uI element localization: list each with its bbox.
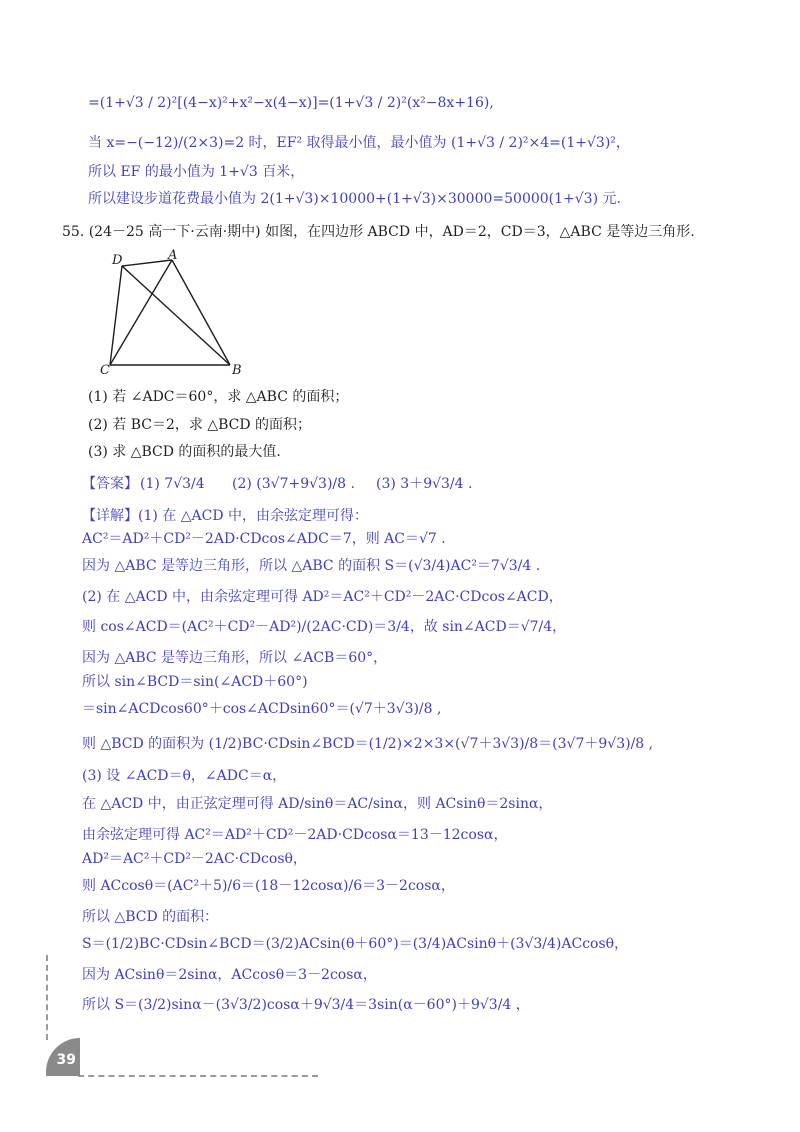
detail-line-4: (2) 在 △ACD 中，由余弦定理可得 AD²＝AC²＋CD²－2AC·CDcos∠ACD， <box>82 589 563 605</box>
answer-tag: 【答案】 <box>82 476 138 492</box>
edge-AB <box>172 260 230 365</box>
answer-1: (1) 7√3/4 <box>140 476 205 492</box>
answer-3: (3) 3＋9√3/4 . <box>376 476 473 492</box>
detail-line-6: 因为 △ABC 是等边三角形，所以 ∠ACB＝60°， <box>82 650 388 666</box>
prev-solution-line-3: 所以 EF 的最小值为 1+√3 百米， <box>88 164 305 180</box>
detail-line-15: 所以 △BCD 的面积： <box>82 909 219 925</box>
detail-line-14: 则 ACcosθ＝(AC²＋5)/6＝(18－12cosα)/6＝3－2cosα， <box>82 878 455 894</box>
page-number: 39 <box>46 1038 80 1076</box>
edge-DA <box>122 260 172 266</box>
vertex-label-B: B <box>232 363 242 376</box>
question-1: (1) 若 ∠ADC＝60°，求 △ABC 的面积； <box>88 389 349 405</box>
prev-solution-line-2: 当 x=−(−12)/(2×3)=2 时，EF² 取得最小值，最小值为 (1+√3 / 2)²×4=(1+√3)²， <box>88 135 630 151</box>
detail-line-18: 所以 S＝(3/2)sinα－(3√3/2)cosα＋9√3/4＝3sin(α－60°)＋9√3/4 ， <box>82 997 530 1013</box>
margin-dashed-line <box>46 955 48 1040</box>
vertex-label-A: A <box>168 248 178 263</box>
prev-solution-line-4: 所以建设步道花费最小值为 2(1+√3)×10000+(1+√3)×30000=50000(1+√3) 元. <box>88 191 621 207</box>
question-2: (2) 若 BC＝2，求 △BCD 的面积； <box>88 417 312 433</box>
answer-2: (2) (3√7+9√3)/8 . <box>232 476 355 492</box>
detail-line-7: 所以 sin∠BCD＝sin(∠ACD＋60°) <box>82 674 308 690</box>
question-3: (3) 求 △BCD 的面积的最大值. <box>88 444 281 460</box>
detail-line-16: S＝(1/2)BC·CDsin∠BCD＝(3/2)ACsin(θ＋60°)＝(3/4)ACsinθ＋(3√3/4)ACcosθ， <box>82 936 629 952</box>
detail-line-1: 【详解】(1) 在 △ACD 中，由余弦定理可得： <box>82 508 368 524</box>
detail-line-8: ＝sin∠ACDcos60°＋cos∠ACDsin60°＝(√7＋3√3)/8 , <box>82 701 442 717</box>
detail-line-10: (3) 设 ∠ACD＝θ，∠ADC＝α， <box>82 768 287 784</box>
detail-line-12: 由余弦定理可得 AC²＝AD²＋CD²－2AD·CDcosα＝13－12cosα， <box>82 827 508 843</box>
diagonal-CA <box>110 260 172 365</box>
quadrilateral-figure <box>100 248 250 376</box>
problem-stem: 55. (24－25 高一下·云南·期中) 如图，在四边形 ABCD 中，AD＝2，CD＝3，△ABC 是等边三角形. <box>62 224 695 240</box>
footer-dashed-line <box>78 1075 318 1077</box>
detail-line-5: 则 cos∠ACD＝(AC²＋CD²－AD²)/(2AC·CD)＝3/4，故 sin∠ACD＝√7/4， <box>82 619 567 635</box>
detail-line-17: 因为 ACsinθ＝2sinα，ACcosθ＝3－2cosα， <box>82 967 377 983</box>
detail-line-3: 因为 △ABC 是等边三角形，所以 △ABC 的面积 S＝(√3/4)AC²＝7√3/4 . <box>82 558 541 574</box>
edge-CD <box>110 266 122 365</box>
detail-line-2: AC²＝AD²＋CD²－2AD·CDcos∠ADC＝7，则 AC＝√7 . <box>82 531 446 547</box>
diagonal-DB <box>122 266 230 365</box>
detail-line-13: AD²＝AC²＋CD²－2AC·CDcosθ， <box>82 851 307 867</box>
detail-line-11: 在 △ACD 中，由正弦定理可得 AD/sinθ＝AC/sinα，则 ACsinθ＝2sinα， <box>82 796 553 812</box>
detail-line-9: 则 △BCD 的面积为 (1/2)BC·CDsin∠BCD＝(1/2)×2×3×(√7＋3√3)/8＝(3√7＋9√3)/8 , <box>82 736 654 752</box>
vertex-label-C: C <box>100 363 110 376</box>
vertex-label-D: D <box>112 253 123 268</box>
prev-solution-line-1: =(1+√3 / 2)²[(4−x)²+x²−x(4−x)]=(1+√3 / 2)²(x²−8x+16), <box>88 95 494 111</box>
